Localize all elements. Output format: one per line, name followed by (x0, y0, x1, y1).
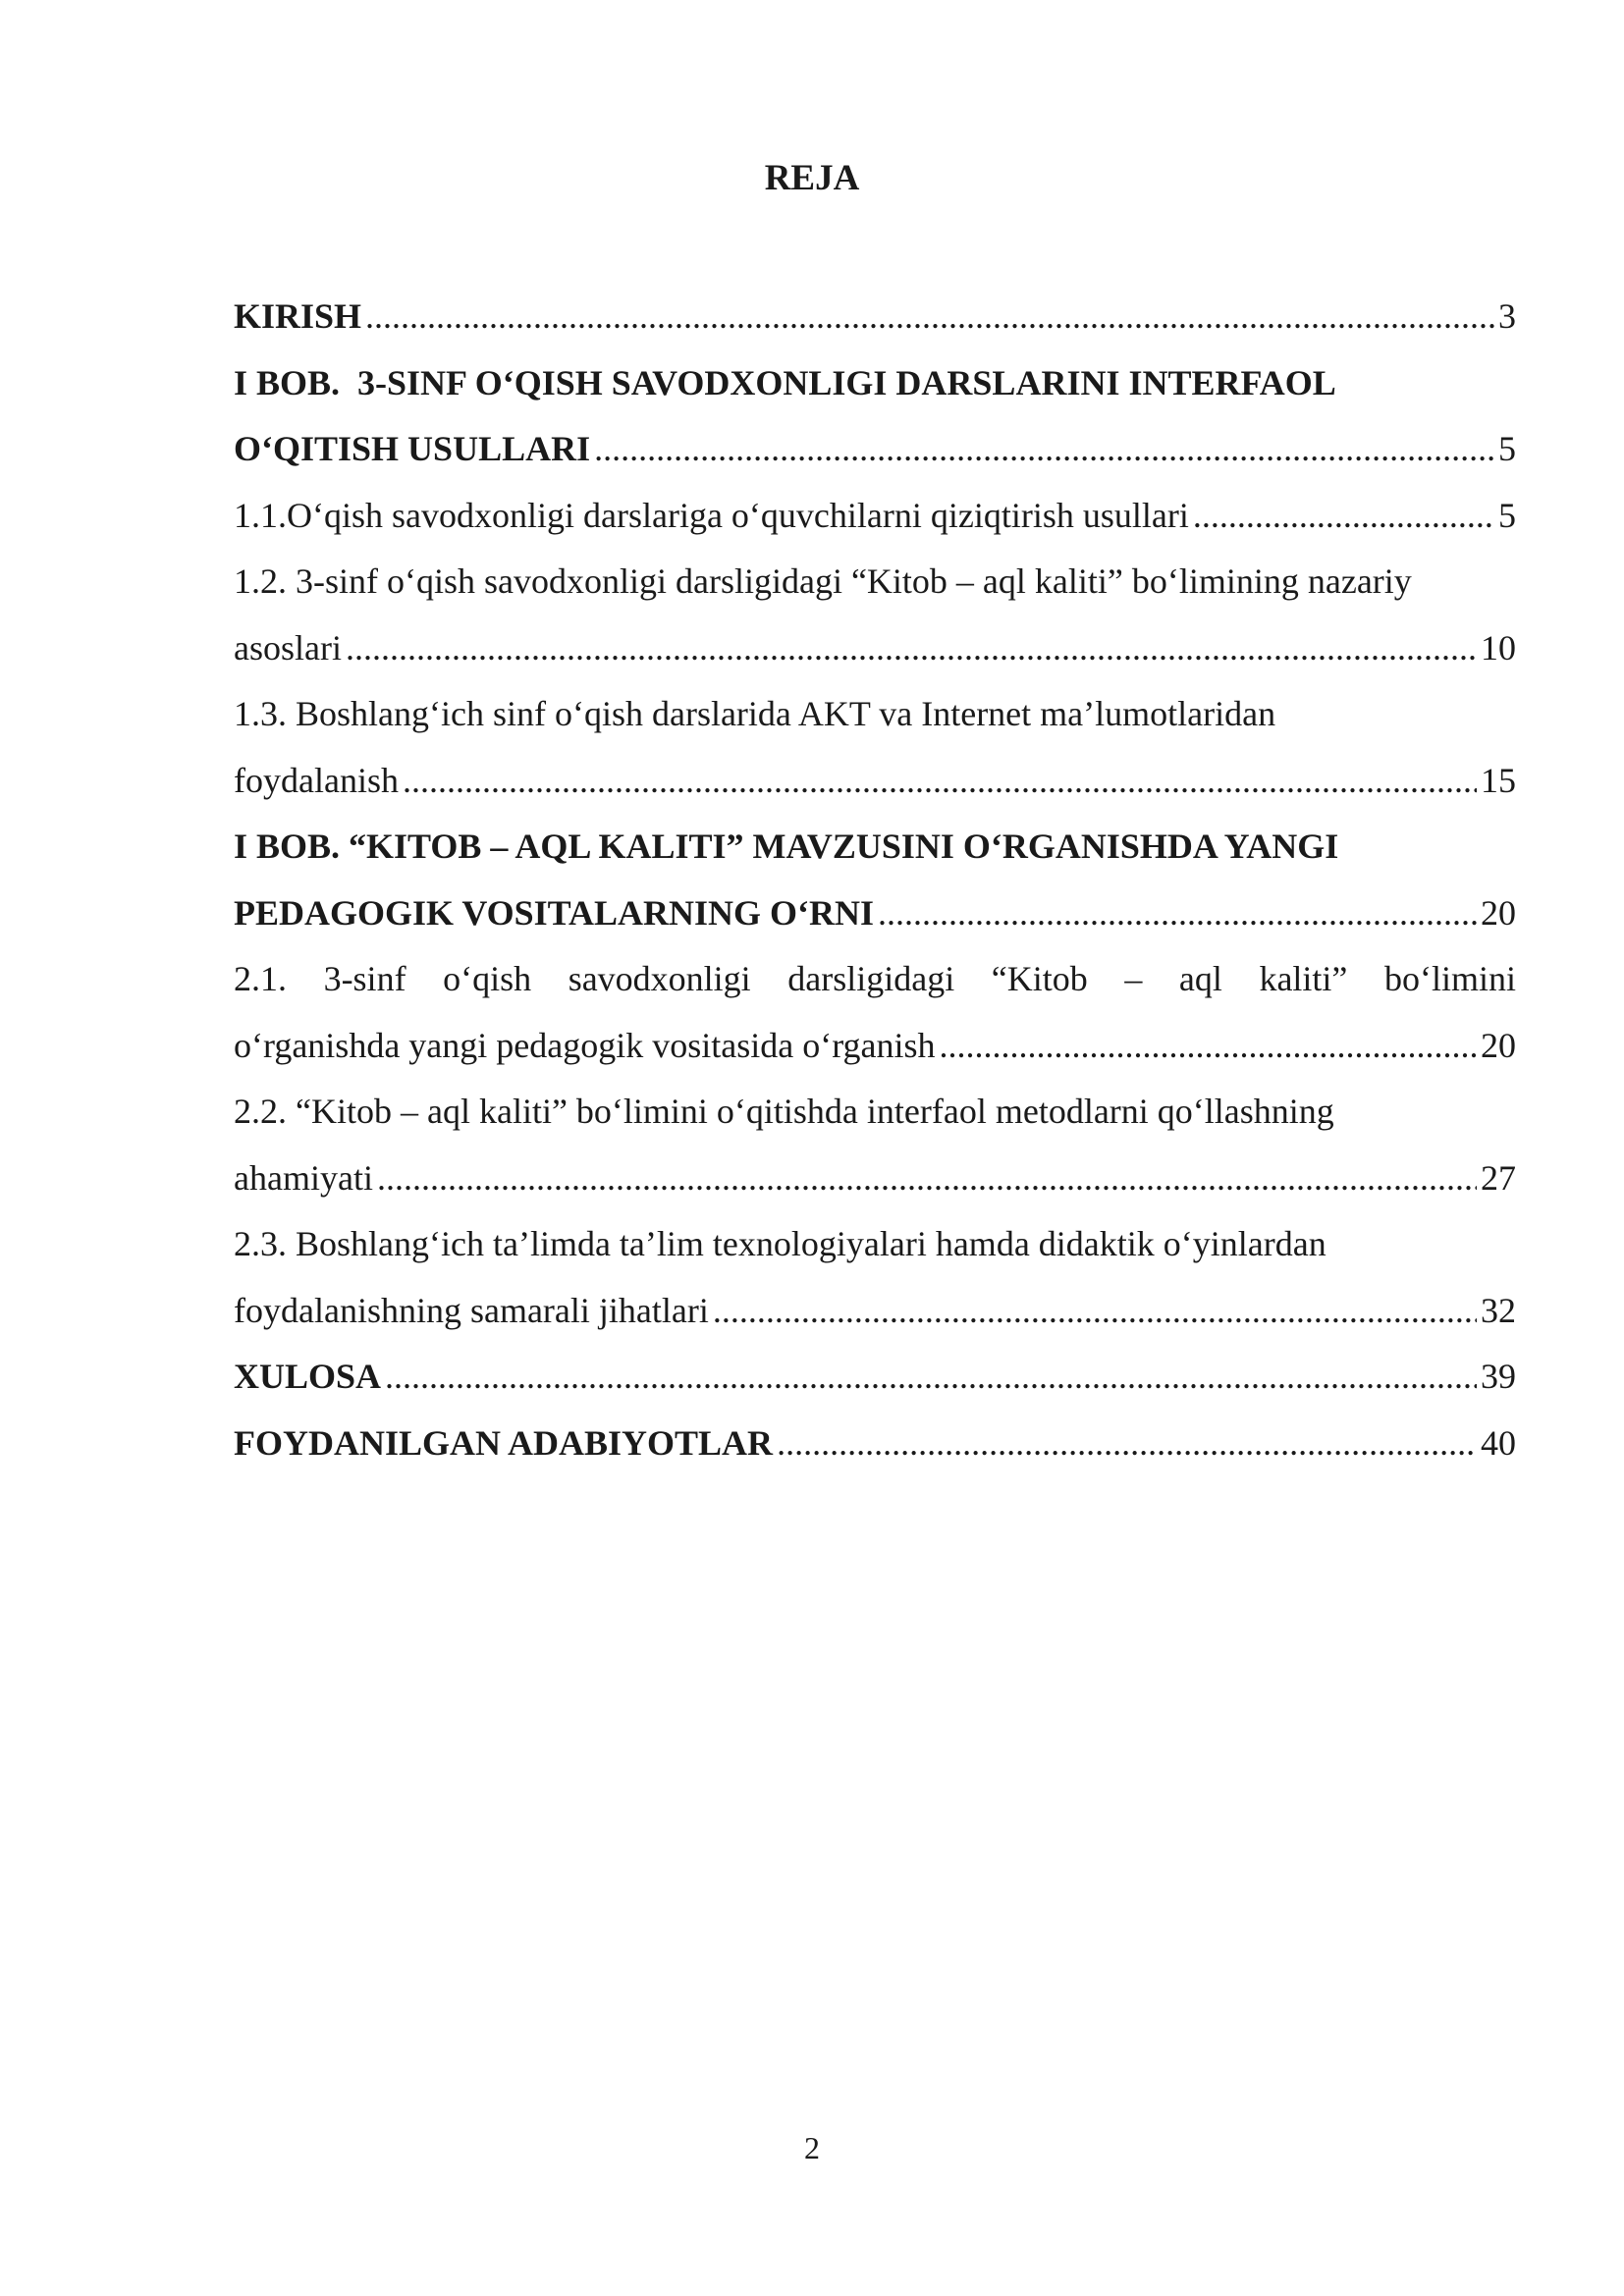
toc-entry-text: 1.2. 3-sinf o‘qish savodxonligi darsligidagi “Kitob – aql kaliti” bo‘limining nazariy (234, 561, 1412, 601)
dot-leader (403, 748, 1477, 815)
toc-entry-text: O‘QITISH USULLARI (234, 429, 591, 468)
toc-chapter-1-line-2 (234, 416, 1516, 483)
toc-page-number: 3 (1498, 296, 1516, 336)
toc-entry-text: foydalanishning samarali jihatlari (234, 1290, 709, 1330)
toc-chapter-2-line-2 (234, 881, 1516, 947)
toc-section-2-3-line-2 (234, 1278, 1516, 1345)
toc-entry-word: savodxonligi (568, 959, 751, 998)
toc-section-1-2-line-2 (234, 615, 1516, 682)
toc-section-1-1 (234, 483, 1516, 550)
toc-section-2-2-line-1 (234, 1079, 1516, 1146)
dot-leader (377, 1146, 1477, 1212)
toc-page-number: 39 (1481, 1357, 1516, 1396)
toc-entry-word: “Kitob (991, 959, 1088, 998)
toc-section-1-3-line-2 (234, 748, 1516, 815)
toc-entry-word: o‘qish (443, 959, 532, 998)
toc-entry-text: 2.3. Boshlang‘ich ta’limda ta’lim texnologiyalari hamda didaktik o‘yinlardan (234, 1224, 1326, 1263)
toc-entry-text: 1.3. Boshlang‘ich sinf o‘qish darslarida AKT va Internet ma’lumotlaridan (234, 694, 1276, 733)
toc-chapter-1-line-1 (234, 350, 1516, 417)
toc-entry-adabiyotlar (234, 1411, 1516, 1477)
toc-entry-word: bo‘limini (1383, 959, 1516, 998)
dot-leader (777, 1411, 1477, 1477)
toc-entry-text: 2.2. “Kitob – aql kaliti” bo‘limini o‘qitishda interfaol metodlarni qo‘llashning (234, 1092, 1334, 1131)
toc-entry-text: PEDAGOGIK VOSITALARNING O‘RNI (234, 892, 875, 933)
toc-entry-text: KIRISH (234, 296, 362, 336)
dot-leader (594, 416, 1494, 483)
toc-entry-text: I BOB. “KITOB – AQL KALITI” MAVZUSINI O‘RGANISHDA YANGI (234, 827, 1339, 866)
toc-entry-text: asoslari (234, 627, 342, 667)
toc-section-2-1-line-1 (234, 946, 1516, 1013)
toc-section-1-2-line-1 (234, 549, 1516, 615)
toc-page-number: 5 (1498, 429, 1516, 468)
toc-entry-text: 1.1.O‘qish savodxonligi darslariga o‘quvchilarni qiziqtirish usullari (234, 495, 1189, 535)
toc-entry-text: I BOB. 3-SINF O‘QISH SAVODXONLIGI DARSLARINI INTERFAOL (234, 362, 1336, 402)
toc-entry-word: kaliti” (1259, 959, 1348, 998)
toc-page-number: 27 (1481, 1157, 1516, 1198)
dot-leader (713, 1278, 1477, 1345)
toc-page-number: 20 (1481, 892, 1516, 933)
dot-leader (878, 881, 1477, 947)
toc-entry-word: darsligidagi (787, 959, 955, 998)
toc-entry-word: aql (1178, 959, 1222, 998)
dot-leader (365, 284, 1494, 350)
toc-page-number: 32 (1481, 1290, 1516, 1330)
toc-page-number: 5 (1498, 495, 1516, 535)
toc-entry-text: ahamiyati (234, 1157, 373, 1198)
dot-leader (346, 615, 1477, 682)
toc-entry-text: XULOSA (234, 1357, 382, 1396)
page-number: 2 (804, 2130, 820, 2165)
toc-page-number: 10 (1481, 627, 1516, 667)
toc-page-number: 20 (1481, 1025, 1516, 1065)
dot-leader (1193, 483, 1494, 550)
toc-section-2-1-line-2 (234, 1013, 1516, 1080)
toc-entry-word: – (1124, 959, 1143, 998)
toc-entry-text: FOYDANILGAN ADABIYOTLAR (234, 1422, 774, 1463)
toc-section-1-3-line-1 (234, 681, 1516, 748)
toc-entry-word: 3-sinf (323, 959, 406, 998)
toc-entry-text: foydalanish (234, 760, 399, 800)
toc-entry-xulosa (234, 1344, 1516, 1411)
toc-page-number: 15 (1481, 760, 1516, 800)
toc-section-2-3-line-1 (234, 1211, 1516, 1278)
toc-entry-kirish (234, 284, 1516, 350)
toc-entry-text: o‘rganishda yangi pedagogik vositasida o‘rganish (234, 1025, 936, 1065)
page-title: REJA (764, 158, 860, 198)
toc-entry-word: 2.1. (234, 959, 287, 998)
dot-leader (940, 1013, 1477, 1080)
toc-page-number: 40 (1481, 1422, 1516, 1463)
toc-section-2-2-line-2 (234, 1146, 1516, 1212)
table-of-contents (234, 284, 1516, 1476)
toc-chapter-2-line-1 (234, 814, 1516, 881)
dot-leader (385, 1344, 1477, 1411)
